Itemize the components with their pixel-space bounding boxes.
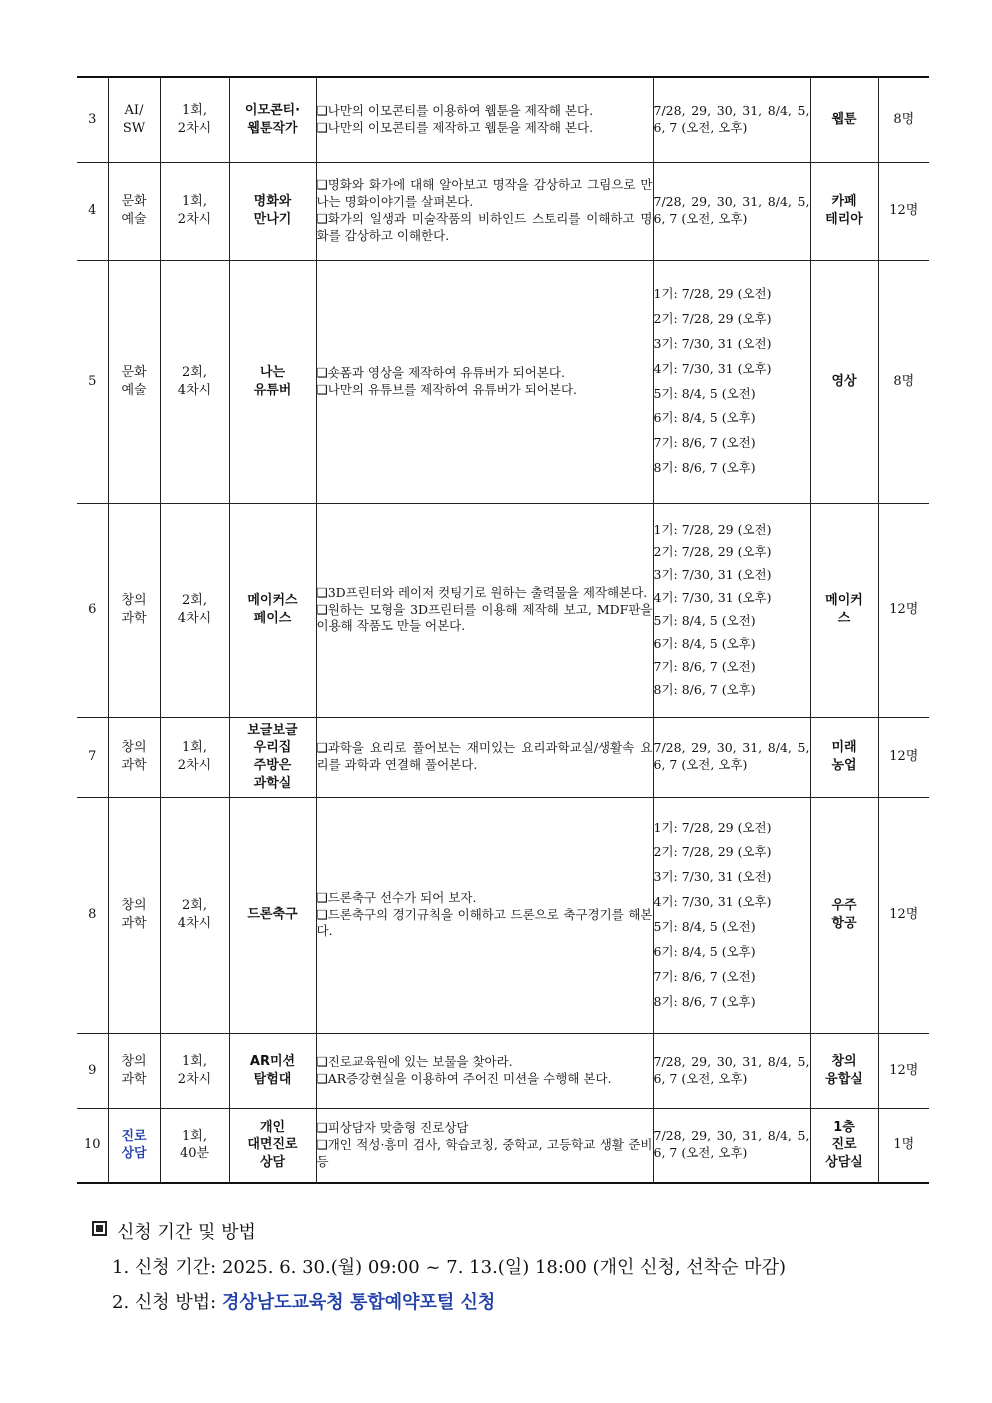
schedule-slot: 7기: 8/6, 7 (오전) xyxy=(653,968,756,984)
schedule-slot: 2기: 7/28, 29 (오후) xyxy=(653,310,772,326)
notes-heading-line xyxy=(92,1215,786,1250)
program-schedule: 7/28, 29, 30, 31, 8/4, 5, 6, 7 (오전, 오후) xyxy=(653,1033,810,1108)
schedule-slot: 4기: 7/30, 31 (오후) xyxy=(653,894,772,910)
program-title: 이모콘티· 웹툰작가 xyxy=(229,77,316,162)
session-count: 1회, 2차시 xyxy=(160,717,229,797)
program-content xyxy=(316,77,653,162)
schedule-slot: 7기: 8/6, 7 (오전) xyxy=(653,435,756,451)
content-item: ❑AR증강현실을 이용하여 주어진 미션을 수행해 본다. xyxy=(316,1070,612,1086)
program-schedule xyxy=(653,260,810,503)
program-area: 진로 상담 xyxy=(108,1108,160,1183)
content-item: ❑개인 적성·흥미 검사, 학습코칭, 중학교, 고등학교 생활 준비 등 xyxy=(316,1136,653,1169)
row-number: 8 xyxy=(77,797,108,1033)
program-schedule: 7/28, 29, 30, 31, 8/4, 5, 6, 7 (오전, 오후) xyxy=(653,77,810,162)
table-row xyxy=(77,503,929,717)
content-item: ❑진로교육원에 있는 보물을 찾아라. xyxy=(316,1053,513,1069)
table-row xyxy=(77,797,929,1033)
schedule-slot: 1기: 7/28, 29 (오전) xyxy=(653,521,772,537)
content-item: ❑나만의 유튜브를 제작하여 유튜버가 되어본다. xyxy=(316,381,577,397)
program-place: 카페 테리아 xyxy=(810,162,878,260)
session-count: 2회, 4차시 xyxy=(160,797,229,1033)
schedule-slot: 3기: 7/30, 31 (오전) xyxy=(653,567,772,583)
program-place: 웹툰 xyxy=(810,77,878,162)
table-row xyxy=(77,1033,929,1108)
application-notes xyxy=(92,1215,786,1320)
program-area: 창의 과학 xyxy=(108,717,160,797)
table-row xyxy=(77,1108,929,1183)
schedule-slot: 4기: 7/30, 31 (오후) xyxy=(653,360,772,376)
schedule-slot: 6기: 8/4, 5 (오후) xyxy=(653,635,756,651)
content-item: ❑원하는 모형을 3D프린터를 이용해 제작해 보고, MDF판을 이용해 작품도 만들 어본다. xyxy=(316,601,653,634)
program-area: 창의 과학 xyxy=(108,797,160,1033)
schedule-slot: 1기: 7/28, 29 (오전) xyxy=(653,286,772,301)
schedule-slot: 2기: 7/28, 29 (오후) xyxy=(653,844,772,860)
program-title: 보글보글 우리집 주방은 과학실 xyxy=(229,717,316,797)
program-capacity: 12명 xyxy=(878,717,929,797)
schedule-slot: 1기: 7/28, 29 (오전) xyxy=(653,819,772,835)
program-place: 영상 xyxy=(810,260,878,503)
program-schedule: 7/28, 29, 30, 31, 8/4, 5, 6, 7 (오전, 오후) xyxy=(653,162,810,260)
program-title: 개인 대면진로 상담 xyxy=(229,1108,316,1183)
program-title: 명화와 만나기 xyxy=(229,162,316,260)
session-count: 1회, 40분 xyxy=(160,1108,229,1183)
program-schedule: 7/28, 29, 30, 31, 8/4, 5, 6, 7 (오전, 오후) xyxy=(653,717,810,797)
program-capacity: 8명 xyxy=(878,77,929,162)
table-row xyxy=(77,260,929,503)
program-capacity: 12명 xyxy=(878,162,929,260)
notes-heading: 신청 기간 및 방법 xyxy=(117,1222,256,1243)
program-content xyxy=(316,1033,653,1108)
content-item: ❑3D프린터와 레이저 컷팅기로 원하는 출력물을 제작해본다. xyxy=(316,584,648,600)
session-count: 2회, 4차시 xyxy=(160,503,229,717)
content-item: ❑화가의 일생과 미술작품의 비하인드 스토리를 이해하고 명화를 감상하고 이해한다. xyxy=(316,211,653,243)
schedule-slot: 7기: 8/6, 7 (오전) xyxy=(653,658,756,674)
program-capacity: 12명 xyxy=(878,797,929,1033)
application-method-label: 2. 신청 방법: xyxy=(112,1292,222,1313)
program-place: 우주 항공 xyxy=(810,797,878,1033)
program-place: 메이커 스 xyxy=(810,503,878,717)
program-schedule xyxy=(653,503,810,717)
program-area: AI/ SW xyxy=(108,77,160,162)
schedule-slot: 3기: 7/30, 31 (오전) xyxy=(653,869,772,885)
program-title: 메이커스 페이스 xyxy=(229,503,316,717)
program-capacity: 12명 xyxy=(878,503,929,717)
program-content xyxy=(316,1108,653,1183)
schedule-slot: 3기: 7/30, 31 (오전) xyxy=(653,335,772,351)
program-title: 나는 유튜버 xyxy=(229,260,316,503)
row-number: 7 xyxy=(77,717,108,797)
row-number: 10 xyxy=(77,1108,108,1183)
program-content xyxy=(316,797,653,1033)
program-content xyxy=(316,260,653,503)
content-item: ❑나만의 이모콘티를 제작하고 웹툰을 제작해 본다. xyxy=(316,119,594,135)
program-schedule: 7/28, 29, 30, 31, 8/4, 5, 6, 7 (오전, 오후) xyxy=(653,1108,810,1183)
reservation-portal-link[interactable]: 경상남도교육청 통합예약포털 신청 xyxy=(221,1292,496,1313)
schedule-slot: 5기: 8/4, 5 (오전) xyxy=(653,385,756,401)
program-content xyxy=(316,162,653,260)
program-capacity: 1명 xyxy=(878,1108,929,1183)
session-count: 1회, 2차시 xyxy=(160,1033,229,1108)
table-row xyxy=(77,717,929,797)
program-place: 미래 농업 xyxy=(810,717,878,797)
content-item: ❑피상담자 맞춤형 진로상담 xyxy=(316,1119,469,1135)
program-content xyxy=(316,717,653,797)
schedule-slot: 5기: 8/4, 5 (오전) xyxy=(653,613,756,628)
program-title: AR미션 탐험대 xyxy=(229,1033,316,1108)
schedule-slot: 4기: 7/30, 31 (오후) xyxy=(653,590,772,606)
schedule-slot: 6기: 8/4, 5 (오후) xyxy=(653,410,756,426)
program-table xyxy=(77,76,929,1184)
content-item: ❑나만의 이모콘티를 이용하여 웹툰을 제작해 본다. xyxy=(316,102,594,118)
schedule-slot: 8기: 8/6, 7 (오후) xyxy=(653,681,756,697)
program-place: 창의 융합실 xyxy=(810,1033,878,1108)
program-area: 창의 과학 xyxy=(108,1033,160,1108)
program-capacity: 8명 xyxy=(878,260,929,503)
content-item: ❑명화와 화가에 대해 알아보고 명작을 감상하고 그림으로 만나는 명화이야기를 살펴본다. xyxy=(316,177,653,210)
row-number: 5 xyxy=(77,260,108,503)
program-area: 창의 과학 xyxy=(108,503,160,717)
table-row xyxy=(77,162,929,260)
program-area: 문화 예술 xyxy=(108,260,160,503)
square-bullet-icon xyxy=(92,1221,107,1236)
content-item: ❑숏폼과 영상을 제작하여 유튜버가 되어본다. xyxy=(316,364,565,380)
program-content xyxy=(316,503,653,717)
row-number: 4 xyxy=(77,162,108,260)
session-count: 2회, 4차시 xyxy=(160,260,229,503)
schedule-slot: 6기: 8/4, 5 (오후) xyxy=(653,943,756,959)
session-count: 1회, 2차시 xyxy=(160,162,229,260)
application-method xyxy=(92,1285,786,1320)
content-item: ❑드론축구 선수가 되어 보자. xyxy=(316,889,477,905)
program-place: 1층 진로 상담실 xyxy=(810,1108,878,1183)
session-count: 1회, 2차시 xyxy=(160,77,229,162)
row-number: 3 xyxy=(77,77,108,162)
program-capacity: 12명 xyxy=(878,1033,929,1108)
schedule-slot: 5기: 8/4, 5 (오전) xyxy=(653,919,756,934)
schedule-slot: 8기: 8/6, 7 (오후) xyxy=(653,460,756,476)
content-item: ❑과학을 요리로 풀어보는 재미있는 요리과학교실/생활속 요리를 과학과 연결해 풀어본다. xyxy=(316,740,653,772)
row-number: 9 xyxy=(77,1033,108,1108)
application-period: 1. 신청 기간: 2025. 6. 30.(월) 09:00 ~ 7. 13.(일) 18:00 (개인 신청, 선착순 마감) xyxy=(112,1257,786,1278)
content-item: ❑드론축구의 경기규칙을 이해하고 드론으로 축구경기를 해본다. xyxy=(316,906,653,939)
schedule-slot: 8기: 8/6, 7 (오후) xyxy=(653,993,756,1009)
program-schedule xyxy=(653,797,810,1033)
table-row xyxy=(77,77,929,162)
program-area: 문화 예술 xyxy=(108,162,160,260)
row-number: 6 xyxy=(77,503,108,717)
program-title: 드론축구 xyxy=(229,797,316,1033)
schedule-slot: 2기: 7/28, 29 (오후) xyxy=(653,544,772,560)
